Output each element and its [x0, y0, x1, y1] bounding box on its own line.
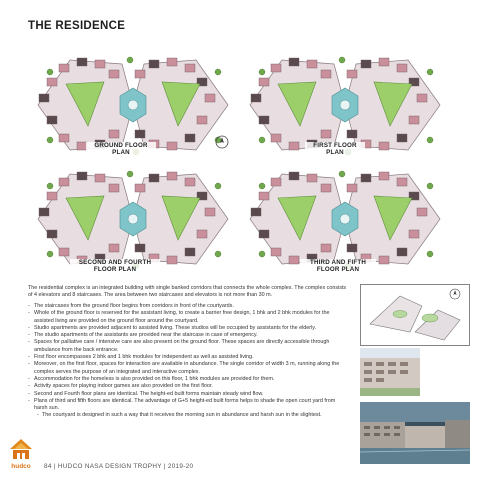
tree: [127, 57, 133, 63]
roof-block: [251, 94, 261, 102]
roof-block: [185, 248, 195, 256]
roof-block: [321, 130, 331, 138]
roof-block: [167, 142, 177, 150]
tree: [215, 183, 221, 189]
roof-block: [271, 64, 281, 72]
tree: [339, 171, 345, 177]
roof-block: [409, 116, 419, 124]
building-elevation-image: [360, 348, 420, 396]
roof-block: [109, 244, 119, 252]
roof-block: [289, 142, 299, 150]
tree: [427, 251, 433, 257]
plan-label-line: FLOOR PLAN: [316, 266, 360, 274]
description-list: [28, 303, 350, 420]
list-item: - The courtyard is designed in such a way that it receives the morning sun in abundance and harsh sun in the slightest.: [28, 412, 350, 419]
roof-block: [361, 60, 371, 68]
roof-block: [289, 172, 299, 180]
north-arrow-icon: [215, 135, 229, 149]
roof-block: [289, 256, 299, 264]
ground-floor-plan-label: [86, 142, 156, 156]
plan-label-line: PLAN: [112, 149, 130, 157]
roof-block: [135, 244, 145, 252]
roof-block: [149, 174, 159, 182]
roof-block: [361, 174, 371, 182]
tree: [427, 69, 433, 75]
roof-block: [47, 116, 57, 124]
roof-block: [347, 244, 357, 252]
plan-label-line: THIRD AND FIFTH: [309, 259, 367, 266]
tree: [259, 183, 265, 189]
roof-block: [347, 130, 357, 138]
roof-block: [321, 184, 331, 192]
roof-block: [205, 208, 215, 216]
site-axonometric-image: [360, 284, 470, 346]
roof-block: [95, 174, 105, 182]
roof-block: [39, 208, 49, 216]
roof-block: [167, 256, 177, 264]
roof-block: [259, 230, 269, 238]
roof-block: [397, 64, 407, 72]
plaza-fountain: [128, 214, 138, 224]
plan-label-line: GROUND FLOOR: [94, 142, 148, 149]
intro-paragraph: The residential complex is an integrated building with single banked corridors that connects the whole complex. The complex consists of 4 elevators and 8 staircases. The area between two staircases and elevators is not more than 30 m.: [28, 285, 347, 299]
roof-block: [59, 178, 69, 186]
roof-block: [185, 64, 195, 72]
roof-block: [259, 192, 269, 200]
tree: [259, 251, 265, 257]
roof-block: [59, 64, 69, 72]
roof-block: [59, 248, 69, 256]
roof-block: [397, 134, 407, 142]
plan-label-line: FIRST FLOOR: [313, 142, 357, 149]
first-floor-plan-label: [305, 142, 365, 156]
tree: [127, 171, 133, 177]
list-item: - Plans of third and fifth floors are identical. The advantage of G+5 height-ed built forms helps to shade the open court yard from harsh sun.: [28, 398, 350, 413]
roof-block: [271, 178, 281, 186]
list-item: - Whole of the ground floor is reserved for the assistant living, to create a barrier free design, 1 bhk and 2 bhk modules for the assisted living are provided on the ground floor around the courtyard.: [28, 310, 350, 325]
tree: [259, 69, 265, 75]
third-fifth-floor-plan-label: [300, 259, 376, 273]
plan-label-line: FLOOR PLAN: [93, 266, 137, 274]
tree: [47, 137, 53, 143]
tree: [339, 57, 345, 63]
roof-block: [409, 230, 419, 238]
roof-block: [307, 174, 317, 182]
second-fourth-floor-plan-label: [70, 259, 160, 273]
roof-block: [77, 172, 87, 180]
page-footer-label: 84 | HUDCO NASA DESIGN TROPHY | 2019-20: [44, 463, 194, 470]
roof-block: [397, 178, 407, 186]
roof-block: [39, 94, 49, 102]
list-item: - First floor encompasses 2 bhk and 1 bhk modules for independent as well as assisted living.: [28, 354, 350, 361]
list-item: - The studio apartments of the assistants are provided near the staircase in case of emergency.: [28, 332, 350, 339]
tree: [215, 251, 221, 257]
roof-block: [185, 134, 195, 142]
roof-block: [135, 130, 145, 138]
roof-block: [59, 134, 69, 142]
roof-block: [47, 192, 57, 200]
roof-block: [379, 172, 389, 180]
plan-label-line: PLAN: [326, 149, 344, 157]
roof-block: [109, 70, 119, 78]
roof-block: [259, 78, 269, 86]
roof-block: [379, 142, 389, 150]
roof-block: [307, 60, 317, 68]
roof-block: [109, 130, 119, 138]
roof-block: [379, 256, 389, 264]
roof-block: [379, 58, 389, 66]
tree: [427, 137, 433, 143]
roof-block: [417, 94, 427, 102]
roof-block: [167, 58, 177, 66]
roof-block: [417, 208, 427, 216]
roof-block: [77, 58, 87, 66]
roof-block: [185, 178, 195, 186]
roof-block: [167, 172, 177, 180]
roof-block: [149, 60, 159, 68]
logo-text: hudco: [11, 463, 31, 470]
roof-block: [95, 60, 105, 68]
roof-block: [251, 208, 261, 216]
tree: [259, 137, 265, 143]
roof-block: [271, 248, 281, 256]
list-item: - Activity spaces for playing indoor games are also provided on the first floor.: [28, 383, 350, 390]
list-item: - The staircases from the ground floor begins from corridors in front of the courtyards.: [28, 303, 350, 310]
plaza-fountain: [340, 214, 350, 224]
tree: [215, 69, 221, 75]
list-item: - Accommodation for the homeless is also provided on this floor, 1 bhk modules are provided for them.: [28, 376, 350, 383]
roof-block: [135, 184, 145, 192]
roof-block: [271, 134, 281, 142]
roof-block: [397, 248, 407, 256]
plaza-fountain: [340, 100, 350, 110]
roof-block: [321, 244, 331, 252]
roof-block: [135, 70, 145, 78]
roof-block: [47, 78, 57, 86]
roof-block: [289, 58, 299, 66]
plaza-fountain: [128, 100, 138, 110]
tree: [47, 251, 53, 257]
plan-label-line: SECOND AND FOURTH: [78, 259, 152, 266]
roof-block: [259, 116, 269, 124]
roof-block: [197, 116, 207, 124]
roof-block: [347, 70, 357, 78]
page-title: THE RESIDENCE: [28, 20, 126, 32]
hudco-logo: [8, 437, 34, 471]
roof-block: [321, 70, 331, 78]
tree: [47, 69, 53, 75]
roof-block: [197, 230, 207, 238]
list-item: - Moreover, on the first floor, spaces for interaction are available in abundance. The single corridor of width 3 m, running along the complex serves the purpose of an integrated and interactive complex.: [28, 361, 350, 376]
roof-block: [347, 184, 357, 192]
roof-block: [205, 94, 215, 102]
tree: [47, 183, 53, 189]
roof-block: [109, 184, 119, 192]
courtyard-view-image: [360, 402, 470, 464]
list-item: - Studio apartments are provided adjacent to assisted living. These studios will be occupied by assistants for the elderly.: [28, 325, 350, 332]
roof-block: [47, 230, 57, 238]
list-item: - Spaces for palliative care / intensive care are also present on the ground floor. These spaces are directly accessible through ambulance from the back entrance.: [28, 339, 350, 354]
tree: [427, 183, 433, 189]
list-item: - Second and Fourth floor plans are identical. The height-ed built forms maintain steady wind flow.: [28, 391, 350, 398]
